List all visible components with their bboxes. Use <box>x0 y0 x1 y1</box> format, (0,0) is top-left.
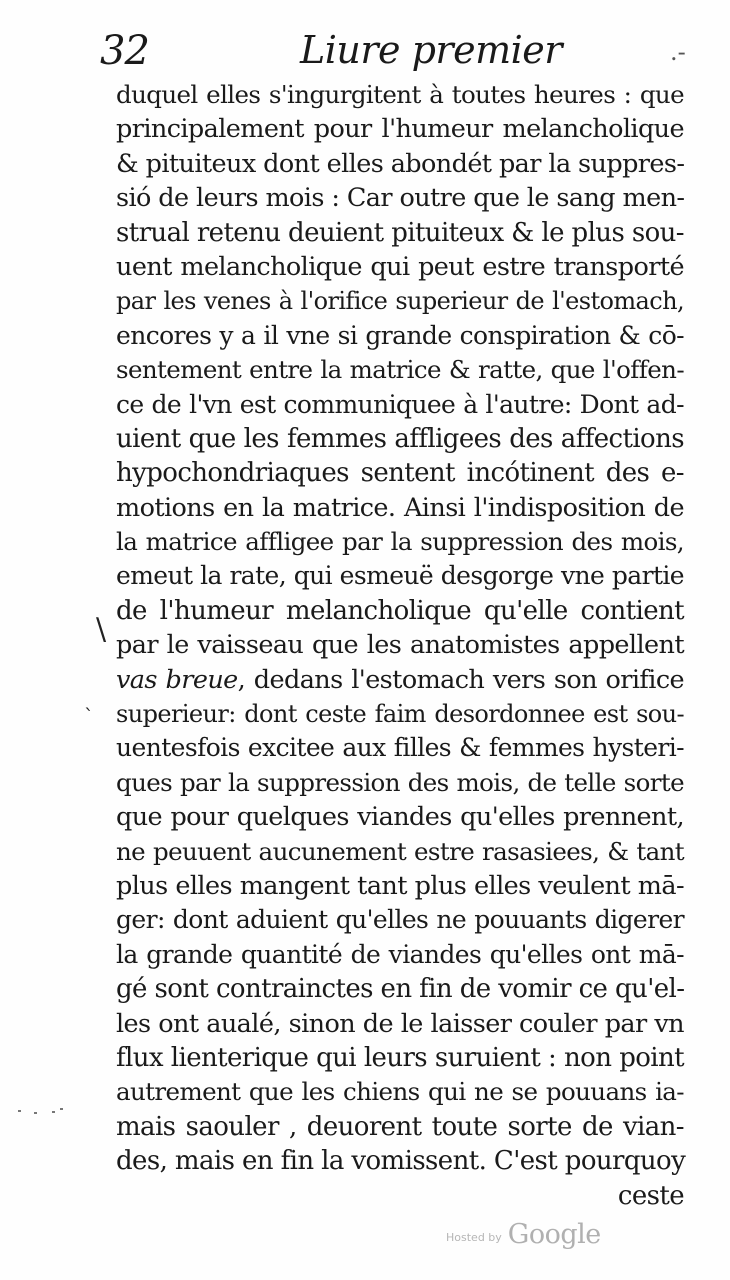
scan-speck <box>18 1110 21 1112</box>
text-line: que pour quelques viandes qu'elles prennent, <box>116 802 684 833</box>
text-line: par les venes à l'orifice superieur de l'estomach, <box>116 287 684 316</box>
text-line: sentement entre la matrice & ratte, que l'offen- <box>116 355 684 385</box>
text-line: hypochondriaques sentent incótinent des e- <box>116 458 684 489</box>
page-header <box>100 22 700 74</box>
text-line: uent melancholique qui peut estre transporté <box>116 251 684 282</box>
text-line: des, mais en fin la vomissent. C'est pourquoy <box>116 1146 686 1177</box>
text-line: uentesfois excitee aux filles & femmes hysteri- <box>116 733 684 763</box>
text-line: autrement que les chiens qui ne se pouuans ia- <box>116 1077 684 1107</box>
text-line: sió de leurs mois : Car outre que le sang men- <box>116 183 685 214</box>
text-line: ques par la suppression des mois, de telle sorte <box>116 767 684 797</box>
text-line: motions en la matrice. Ainsi l'indisposition de <box>116 492 684 523</box>
scan-speck <box>52 1111 55 1113</box>
text-line: strual retenu deuient pituiteux & le plus sou- <box>116 217 684 248</box>
italic-term: vas breue <box>116 664 238 695</box>
text-line: ger: dont aduient qu'elles ne pouuants digerer <box>116 905 684 935</box>
text-line: ne peuuent aucunement estre rasasiees, & tant <box>116 836 684 866</box>
text-line: ce de l'vn est communiquee à l'autre: Dont ad- <box>116 389 684 419</box>
text-line: par le vaisseau que les anatomistes appellent <box>116 630 684 661</box>
text-line: mais saouler , deuorent toute sorte de vian- <box>116 1111 684 1142</box>
scan-speck <box>60 1108 63 1110</box>
text-line-italic <box>116 663 684 697</box>
header-ornament: .- <box>670 38 686 66</box>
running-title: Liure premier <box>300 28 562 72</box>
page-number: 32 <box>100 28 149 74</box>
text-line: emeut la rate, qui esmeuë desgorge vne partie <box>116 561 684 591</box>
text-line: uient que les femmes affligees des affections <box>116 423 684 454</box>
text-line: flux lienterique qui leurs suruient : non point <box>116 1042 684 1073</box>
body-text <box>116 78 684 1213</box>
hosted-by-google-watermark <box>446 1218 601 1250</box>
italic-line-rest: , dedans l'estomach vers son orifice <box>237 664 684 695</box>
catchword: ceste <box>617 1180 684 1211</box>
text-line: encores y a il vne si grande conspiration & cō- <box>116 320 684 350</box>
text-line: gé sont contrainctes en fin de vomir ce qu'el- <box>116 974 685 1005</box>
text-line: les ont aualé, sinon de le laisser couler par vn <box>116 1008 684 1039</box>
text-line: de l'humeur melancholique qu'elle contient <box>116 595 684 626</box>
text-line: duquel elles s'ingurgitent à toutes heures : que <box>116 80 684 109</box>
margin-pen-mark: \ <box>96 612 107 647</box>
text-line: & pituiteux dont elles abondét par la suppres- <box>116 148 685 179</box>
google-logo: Google <box>507 1219 601 1250</box>
text-line: principalement pour l'humeur melancholique <box>116 114 684 145</box>
text-line: la matrice affligee par la suppression des mois, <box>116 527 684 557</box>
scan-speck <box>34 1112 37 1114</box>
hosted-by-label: Hosted by <box>446 1231 502 1244</box>
text-line: superieur: dont ceste faim desordonnee est sou- <box>116 700 684 729</box>
text-line: plus elles mangent tant plus elles veulent mā- <box>116 870 684 901</box>
margin-tick-mark: ˋ <box>84 704 94 728</box>
text-line: la grande quantité de viandes qu'elles ont mā- <box>116 939 684 969</box>
